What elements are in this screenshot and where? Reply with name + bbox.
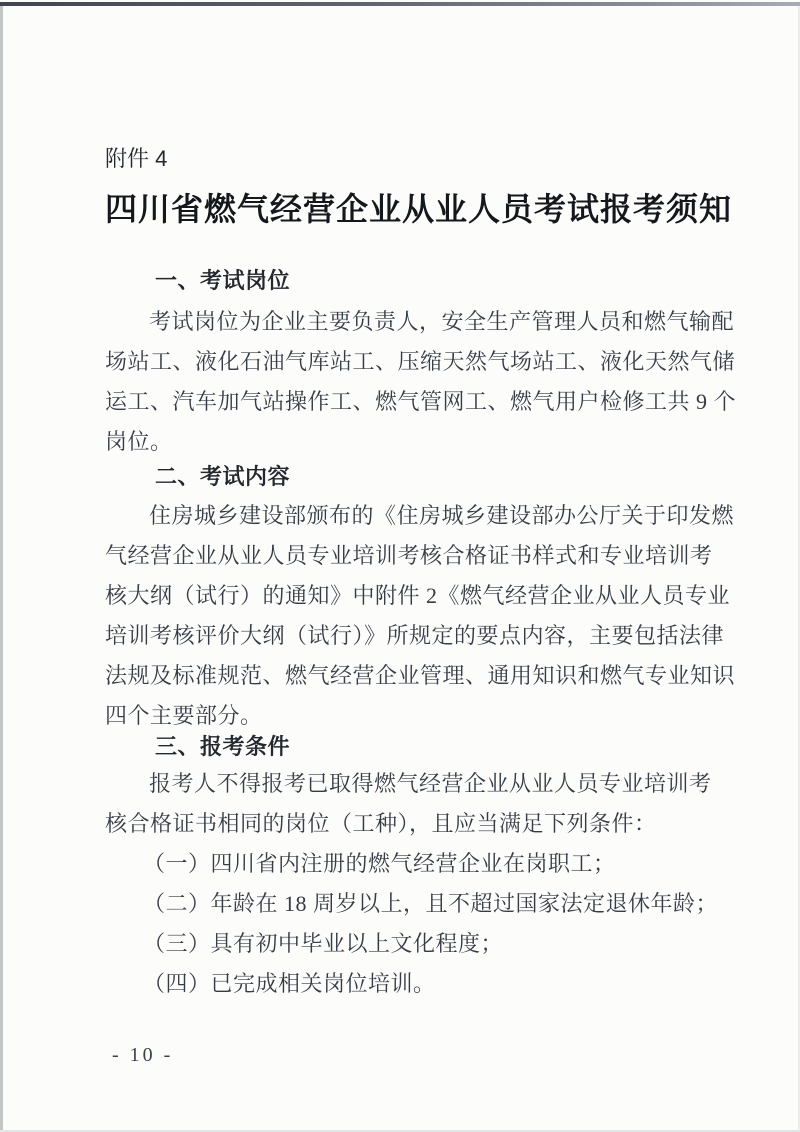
body-line: 报考人不得报考已取得燃气经营企业从业人员专业培训考 — [149, 771, 712, 796]
body-line: 核大纲（试行）的通知》中附件 2《燃气经营企业从业人员专业 — [105, 583, 731, 608]
section-exam-content — [105, 464, 736, 736]
attachment-label: 附件 4 — [105, 146, 168, 171]
condition-item: （三）具有初中毕业以上文化程度； — [143, 931, 504, 956]
body-line: 法规及标准规范、燃气经营企业管理、通用知识和燃气专业知识 — [105, 663, 736, 688]
section-paragraph — [105, 302, 737, 462]
body-line: 运工、汽车加气站操作工、燃气管网工、燃气用户检修工共 9 个 — [105, 389, 737, 414]
body-line: 气经营企业从业人员专业培训考核合格证书样式和专业培训考 — [105, 543, 713, 568]
body-line: 培训考核评价大纲（试行）》所规定的要点内容，主要包括法律 — [105, 623, 725, 648]
section-exam-positions — [105, 268, 737, 462]
body-line: 住房城乡建设部颁布的《住房城乡建设部办公厅关于印发燃 — [149, 503, 735, 528]
document-content — [105, 0, 737, 1004]
body-line: 岗位。 — [105, 429, 173, 454]
body-line: 四个主要部分。 — [105, 703, 263, 728]
condition-item: （一）四川省内注册的燃气经营企业在岗职工； — [143, 851, 616, 876]
section-heading: 三、报考条件 — [155, 734, 291, 759]
section-application-requirements — [105, 734, 719, 1004]
scan-edge-left — [0, 6, 3, 1132]
condition-item: （四）已完成相关岗位培训。 — [143, 971, 436, 996]
condition-item: （二）年龄在 18 周岁以上，且不超过国家法定退休年龄； — [143, 891, 719, 916]
section-heading: 一、考试岗位 — [155, 268, 291, 293]
page-number: - 10 - — [112, 1044, 174, 1066]
body-line: 考试岗位为企业主要负责人，安全生产管理人员和燃气输配 — [149, 309, 735, 334]
page-title: 四川省燃气经营企业从业人员考试报考须知 — [105, 191, 733, 227]
section-paragraph — [105, 496, 736, 736]
body-line: 场站工、液化石油气库站工、压缩天然气场站工、液化天然气储 — [105, 349, 736, 374]
body-line: 核合格证书相同的岗位（工种），且应当满足下列条件： — [105, 811, 657, 836]
section-paragraph — [105, 764, 719, 1004]
section-heading: 二、考试内容 — [155, 464, 291, 489]
